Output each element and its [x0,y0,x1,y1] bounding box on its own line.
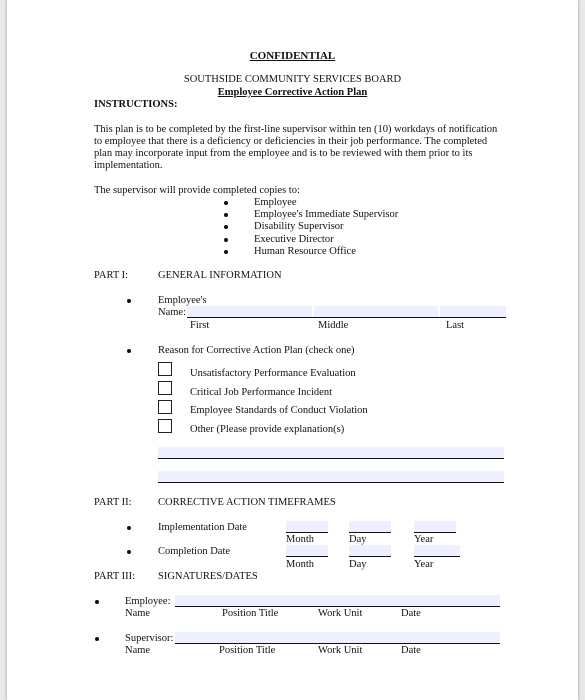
name-label: Name [125,645,151,656]
date-underline [414,556,460,557]
last-name-field[interactable] [440,306,506,317]
part3-label: PART III: [94,571,136,582]
position-label: Position Title [222,608,279,619]
name-label: Name [125,608,151,619]
first-name-field[interactable] [187,306,312,317]
employee-signature-label: Employee: [125,596,171,607]
date-underline [286,532,328,533]
other-checkbox[interactable] [158,419,172,433]
bullet-icon [127,550,131,554]
name-underline [187,317,506,318]
signature-line [175,606,500,607]
unsatisfactory-checkbox[interactable] [158,362,172,376]
year-label: Year [414,534,434,545]
implementation-month-field[interactable] [286,521,328,532]
instructions-line-3: plan may incorporate input from the employee and is to be reviewed with them prior to its [94,148,473,159]
bullet-icon [224,201,228,205]
copy-recipient: Employee's Immediate Supervisor [254,209,399,220]
reason-label: Reason for Corrective Action Plan (check one) [158,345,355,356]
critical-incident-checkbox[interactable] [158,381,172,395]
work-unit-label: Work Unit [318,608,363,619]
explanation-line [158,482,504,483]
document-page [7,0,578,700]
bullet-icon [224,238,228,242]
implementation-date-label: Implementation Date [158,522,247,533]
work-unit-label: Work Unit [318,645,363,656]
date-underline [286,556,328,557]
bullet-icon [95,637,99,641]
signature-line [175,643,500,644]
copy-recipient: Human Resource Office [254,246,356,257]
supervisor-signature-label: Supervisor: [125,633,174,644]
completion-year-field[interactable] [414,545,460,556]
date-label: Date [401,608,421,619]
instructions-heading: INSTRUCTIONS: [94,99,178,110]
employee-signature-field[interactable] [175,595,500,606]
part1-title: GENERAL INFORMATION [158,270,282,281]
part1-label: PART I: [94,270,129,281]
instructions-line-1: This plan is to be completed by the first-line supervisor within ten (10) workdays of notification [94,124,498,135]
part2-title: CORRECTIVE ACTION TIMEFRAMES [158,497,336,508]
completion-month-field[interactable] [286,545,328,556]
year-label: Year [414,559,434,570]
implementation-day-field[interactable] [349,521,391,532]
date-underline [349,532,391,533]
supervisor-signature-field[interactable] [175,632,500,643]
explanation-field-1[interactable] [158,447,504,458]
day-label: Day [349,534,367,545]
position-label: Position Title [219,645,276,656]
middle-name-field[interactable] [314,306,438,317]
option-label: Other (Please provide explanation(s) [190,424,345,435]
bullet-icon [224,213,228,217]
middle-label: Middle [318,320,349,331]
completion-date-label: Completion Date [158,546,231,557]
date-underline [414,532,456,533]
part2-label: PART II: [94,497,132,508]
month-label: Month [286,534,315,545]
employee-name-label: Employee's [158,295,207,306]
copy-recipient: Employee [254,197,297,208]
instructions-line-2: to employee that there is a deficiency or deficiencies in their job performance. The completed [94,136,488,147]
last-label: Last [446,320,465,331]
option-label: Critical Job Performance Incident [190,387,332,398]
date-underline [349,556,391,557]
copy-recipient: Disability Supervisor [254,221,344,232]
org-name: SOUTHSIDE COMMUNITY SERVICES BOARD [183,74,402,85]
part3-title: SIGNATURES/DATES [158,571,258,582]
bullet-icon [95,600,99,604]
copy-recipient: Executive Director [254,234,334,245]
option-label: Employee Standards of Conduct Violation [190,405,368,416]
first-label: First [190,320,210,331]
form-title: Employee Corrective Action Plan [217,87,368,98]
copies-intro: The supervisor will provide completed copies to: [94,185,300,196]
employee-name-label-2: Name: [158,307,186,318]
bullet-icon [127,349,131,353]
completion-day-field[interactable] [349,545,391,556]
day-label: Day [349,559,367,570]
implementation-year-field[interactable] [414,521,456,532]
explanation-field-2[interactable] [158,471,504,482]
bullet-icon [127,526,131,530]
bullet-icon [224,250,228,254]
month-label: Month [286,559,315,570]
confidential-heading: CONFIDENTIAL [249,50,336,62]
bullet-icon [127,299,131,303]
date-label: Date [401,645,421,656]
explanation-line [158,458,504,459]
conduct-violation-checkbox[interactable] [158,400,172,414]
bullet-icon [224,225,228,229]
option-label: Unsatisfactory Performance Evaluation [190,368,356,379]
instructions-line-4: implementation. [94,160,163,171]
